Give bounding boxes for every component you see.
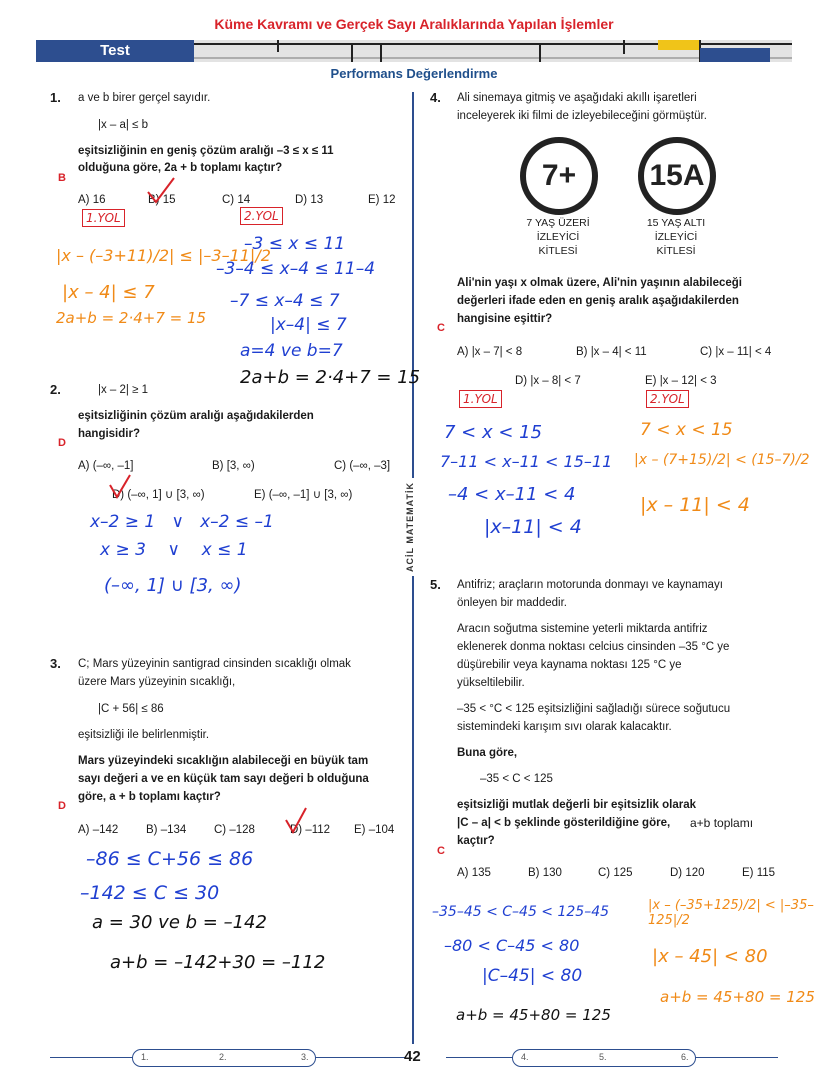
- sign1-caption-line3: KİTLESİ: [538, 245, 578, 257]
- q1-option-c[interactable]: C) 14: [222, 194, 251, 206]
- q4-method2-label: 2.YOL: [646, 390, 689, 408]
- q1-method1-label: 1.YOL: [82, 209, 125, 227]
- q4-option-b[interactable]: B) |x – 4| < 11: [576, 346, 647, 358]
- q5-option-e[interactable]: E) 115: [742, 867, 776, 879]
- q5-para3-line2: sistemindeki karışım sıvı olarak kalacaktır.: [457, 721, 672, 733]
- q4-text-line2: inceleyerek iki filmi de izleyebileceğini görmüştür.: [457, 110, 707, 122]
- q4-option-c[interactable]: C) |x – 11| < 4: [700, 346, 772, 358]
- q2-option-b[interactable]: B) [3, ∞): [212, 460, 255, 472]
- q5-question-line3: kaçtır?: [457, 835, 495, 847]
- q2-hw-3: (–∞, 1] ∪ [3, ∞): [104, 575, 242, 596]
- q5-hw-black-1: a+b = 45+80 = 125: [456, 1006, 611, 1024]
- q5-option-d[interactable]: D) 120: [670, 867, 705, 879]
- q5-option-b[interactable]: B) 130: [528, 867, 562, 879]
- q2-question-line2: hangisidir?: [78, 428, 140, 440]
- q4-hw-blue-1: 7 < x < 15: [444, 422, 543, 443]
- q1-method2-label: 2.YOL: [240, 207, 283, 225]
- sign2-caption-line1: 15 YAŞ ALTI: [646, 217, 706, 229]
- q2-option-a[interactable]: A) (–∞, –1]: [78, 460, 134, 472]
- sign2-caption-line3: KİTLESİ: [656, 245, 696, 257]
- q4-method1-label: 1.YOL: [459, 390, 502, 408]
- footer-num-6: 6.: [681, 1052, 689, 1062]
- q4-question-line1: Ali'nin yaşı x olmak üzere, Ali'nin yaşının alabileceği: [457, 277, 742, 289]
- q5-hw-blue-1: –35–45 < C–45 < 125–45: [432, 904, 610, 920]
- q4-hw-blue-3: –4 < x–11 < 4: [448, 484, 576, 505]
- q1-hw-blue-3: –7 ≤ x–4 ≤ 7: [230, 291, 340, 311]
- q3-option-e[interactable]: E) –104: [354, 824, 395, 836]
- q2-hw-2: x ≥ 3 ∨ x ≤ 1: [100, 540, 248, 560]
- footer-num-5: 5.: [599, 1052, 607, 1062]
- q3-answer-key: D: [58, 800, 66, 812]
- q1-expression: |x – a| ≤ b: [98, 119, 149, 131]
- q5-option-a[interactable]: A) 135: [457, 867, 491, 879]
- footer-num-3: 3.: [301, 1052, 309, 1062]
- sign2-caption-line2: İZLEYİCİ: [654, 231, 698, 243]
- q1-question-line1: eşitsizliğinin en geniş çözüm aralığı –3 ≤ x ≤ 11: [78, 145, 334, 157]
- q5-lead: Buna göre,: [457, 747, 518, 759]
- q5-para2-line4: yükseltilebilir.: [457, 677, 525, 689]
- q2-hw-1: x–2 ≥ 1 ∨ x–2 ≤ –1: [90, 512, 274, 532]
- q3-hw-2: –142 ≤ C ≤ 30: [80, 882, 220, 904]
- q1-number: 1.: [50, 90, 61, 105]
- footer-num-1: 1.: [141, 1052, 149, 1062]
- q5-hw-orange-3: a+b = 45+80 = 125: [660, 988, 815, 1006]
- q2-expression: |x – 2| ≥ 1: [98, 384, 149, 396]
- checkmark-icon: [146, 176, 176, 209]
- q3-option-b[interactable]: B) –134: [146, 824, 187, 836]
- test-label: Test: [36, 40, 194, 62]
- q5-number: 5.: [430, 577, 441, 592]
- q5-para3-line1: –35 < °C < 125 eşitsizliğini sağladığı sürece soğutucu: [457, 703, 731, 715]
- q3-hw-4: a+b = –142+30 = –112: [110, 952, 326, 973]
- q3-text-line3: eşitsizliği ile belirlenmiştir.: [78, 729, 210, 741]
- q3-option-a[interactable]: A) –142: [78, 824, 119, 836]
- checkmark-icon: [108, 473, 132, 504]
- q1-option-d[interactable]: D) 13: [295, 194, 324, 206]
- q1-hw-blue-5: a=4 ve b=7: [240, 341, 343, 361]
- q5-option-c[interactable]: C) 125: [598, 867, 633, 879]
- q1-text: a ve b birer gerçel sayıdır.: [78, 92, 211, 104]
- footer-pill-right: [512, 1049, 696, 1067]
- q4-hw-orange-1: 7 < x < 15: [640, 420, 733, 440]
- q5-para1: [457, 576, 723, 612]
- q5-hw-orange-1: |x – (–35+125)/2| < |–35–125|/2: [648, 898, 814, 928]
- q2-answer-key: D: [58, 437, 66, 449]
- q2-option-c[interactable]: C) (–∞, –3]: [334, 460, 391, 472]
- age-rating-15a-sign: 15A: [638, 137, 716, 215]
- q5-para3: [457, 700, 730, 736]
- q5-question-line1: eşitsizliği mutlak değerli bir eşitsizlik olarak: [457, 799, 697, 811]
- sign1-caption-line1: 7 YAŞ ÜZERİ: [526, 217, 590, 229]
- q4-answer-key: C: [437, 322, 445, 334]
- sign1-caption-line2: İZLEYİCİ: [536, 231, 580, 243]
- q1-hw-blue-4: |x–4| ≤ 7: [270, 315, 347, 335]
- age-rating-7plus-sign: 7+: [520, 137, 598, 215]
- q1-hw-orange-3: 2a+b = 2·4+7 = 15: [56, 309, 207, 327]
- q3-text-line1: C; Mars yüzeyinin santigrad cinsinden sıcaklığı olmak: [78, 658, 351, 670]
- q5-hw-orange-2: |x – 45| < 80: [652, 946, 768, 967]
- q5-question-line2: |C – a| < b şeklinde gösterildiğine göre,: [457, 817, 671, 829]
- q3-question-line1: Mars yüzeyindeki sıcaklığın alabileceği en büyük tam: [78, 755, 369, 767]
- q4-number: 4.: [430, 90, 441, 105]
- page-number: 42: [404, 1048, 421, 1065]
- q1-hw-blue-2: –3–4 ≤ x–4 ≤ 11–4: [216, 259, 376, 279]
- q4-hw-orange-2: |x – (7+15)/2| < (15–7)/2: [634, 452, 810, 468]
- q4-hw-blue-2: 7–11 < x–11 < 15–11: [440, 452, 613, 471]
- q3-hw-1: –86 ≤ C+56 ≤ 86: [86, 848, 254, 870]
- footer-pill-left: [132, 1049, 316, 1067]
- section-subtitle: Performans Değerlendirme: [330, 66, 498, 81]
- q5-para2-line1: Aracın soğutma sistemine yeterli miktarda antifriz: [457, 623, 708, 635]
- q3-question-line3: göre, a + b toplamı kaçtır?: [78, 791, 221, 803]
- q3-expression: |C + 56| ≤ 86: [98, 703, 164, 715]
- q3-option-d[interactable]: D) –112: [290, 824, 331, 836]
- q1-hw-orange-1: |x – (–3+11)/2| ≤ |–3–11|/2: [56, 246, 271, 265]
- q1-question-line2: olduğuna göre, 2a + b toplamı kaçtır?: [78, 162, 283, 174]
- q4-question-line3: hangisine eşittir?: [457, 313, 553, 325]
- q1-option-b[interactable]: B) 15: [148, 194, 176, 206]
- q5-hw-blue-3: |C–45| < 80: [482, 966, 583, 986]
- q4-hw-orange-3: |x – 11| < 4: [640, 494, 750, 516]
- q5-para2-line2: eklenerek donma noktası celcius cinsinden –35 °C ye: [457, 641, 730, 653]
- q1-hw-blue-1: –3 ≤ x ≤ 11: [244, 234, 346, 254]
- q4-option-a[interactable]: A) |x – 7| < 8: [457, 346, 523, 358]
- q5-answer-key: C: [437, 845, 445, 857]
- q5-para2-line3: düşürebilir veya kaynama noktası 125 °C ye: [457, 659, 682, 671]
- q5-expression: –35 < C < 125: [480, 773, 553, 785]
- q4-option-e[interactable]: E) |x – 12| < 3: [645, 375, 717, 387]
- q3-text-line2: üzere Mars yüzeyinin sıcaklığı,: [78, 676, 236, 688]
- checkmark-icon: [284, 806, 308, 839]
- q2-option-e[interactable]: E) (–∞, –1] ∪ [3, ∞): [254, 489, 353, 501]
- q3-number: 3.: [50, 656, 61, 671]
- q1-option-a[interactable]: A) 16: [78, 194, 106, 206]
- footer-num-4: 4.: [521, 1052, 529, 1062]
- sign2-caption: [626, 216, 726, 258]
- footer-num-2: 2.: [219, 1052, 227, 1062]
- q3-question-line2: sayı değeri a ve en küçük tam sayı değeri b olduğuna: [78, 773, 369, 785]
- q5-para1-line2: önleyen bir maddedir.: [457, 597, 567, 609]
- q5-para2: [457, 620, 729, 692]
- q1-hw-black-1: 2a+b = 2·4+7 = 15: [240, 367, 421, 388]
- q5-hw-blue-2: –80 < C–45 < 80: [444, 936, 580, 955]
- q2-option-d[interactable]: D) (–∞, 1] ∪ [3, ∞): [112, 489, 205, 501]
- q3-option-c[interactable]: C) –128: [214, 824, 255, 836]
- q1-answer-key: B: [58, 172, 66, 184]
- q2-question-line1: eşitsizliğinin çözüm aralığı aşağıdakilerden: [78, 410, 314, 422]
- sign1-caption: [508, 216, 608, 258]
- q3-hw-3: a = 30 ve b = –142: [92, 912, 267, 933]
- q4-hw-blue-4: |x–11| < 4: [484, 516, 582, 538]
- q4-question-line2: değerleri ifade eden en geniş aralık aşağıdakilerden: [457, 295, 739, 307]
- q1-option-e[interactable]: E) 12: [368, 194, 396, 206]
- q5-para1-line1: Antifriz; araçların motorunda donmayı ve kaynamayı: [457, 579, 723, 591]
- q1-hw-orange-2: |x – 4| ≤ 7: [62, 282, 155, 303]
- chapter-title: Küme Kavramı ve Gerçek Sayı Aralıklarında Yapılan İşlemler: [214, 16, 614, 32]
- q5-question-line2-end: a+b toplamı: [690, 816, 754, 830]
- spine-brand: ACİL MATEMATİK: [405, 478, 421, 576]
- q4-text-line1: Ali sinemaya gitmiş ve aşağıdaki akıllı işaretleri: [457, 92, 697, 104]
- q2-number: 2.: [50, 382, 61, 397]
- q4-option-d[interactable]: D) |x – 8| < 7: [515, 375, 581, 387]
